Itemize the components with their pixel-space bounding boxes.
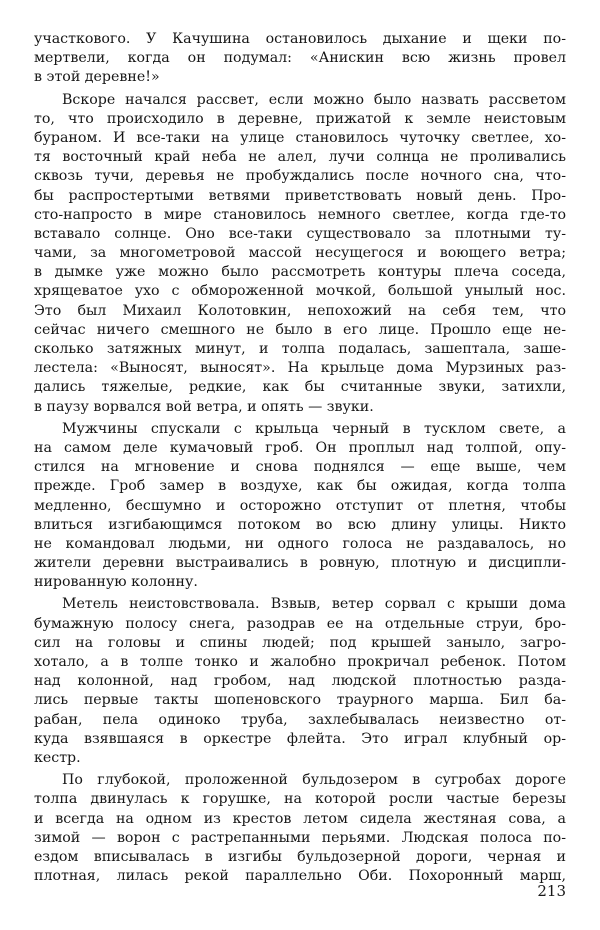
- text-line: в паузу ворвался вой ветра, и опять — звуки.: [34, 398, 374, 415]
- text-line: прежде. Гроб замер в воздухе, как бы ожидая, когда толпа: [34, 478, 566, 495]
- text-line: сквозь тучи, деревья не пробуждались после ночного сна, что-: [34, 168, 566, 185]
- paragraph-2: [34, 91, 566, 417]
- text-line: тя восточный край неба не алел, лучи солнца не проливались: [34, 149, 566, 166]
- text-line: плотная, лилась рекой параллельно Оби. Похоронный марш,: [34, 868, 566, 885]
- text-line: и всегда на одном из крестов летом сидела жестяная сова, а: [34, 810, 566, 827]
- text-line: чами, за многометровой массой несущегося и воющего ветра;: [34, 245, 566, 262]
- paragraph-3: [34, 420, 566, 593]
- book-page: [34, 30, 566, 910]
- text-line: на самом деле кумачовый гроб. Он проплыл над толпой, опу-: [34, 439, 566, 456]
- text-line: влиться изгибающимся потоком во всю длину улицы. Никто: [34, 516, 566, 533]
- paragraph-5: [34, 771, 566, 886]
- paragraph-4: [34, 595, 566, 768]
- text-line: ездом вписывалась в изгибы бульдозерной дороги, черная и: [34, 848, 566, 865]
- text-line: стился на мгновение и снова поднялся — еще выше, чем: [34, 459, 566, 476]
- text-line: сейчас ничего смешного не было в его лице. Прошло еще не-: [34, 321, 566, 338]
- paragraph-1: [34, 30, 566, 88]
- text-line: Вскоре начался рассвет, если можно было назвать рассветом: [62, 91, 566, 108]
- text-line: сил на головы и спины людей; под крышей заныло, загро-: [34, 634, 566, 651]
- page-number: 213: [537, 882, 566, 900]
- text-line: сто-напросто в мире становилось немного светлее, когда где-то: [34, 206, 566, 223]
- text-line: в этой деревне!»: [34, 69, 160, 86]
- text-line: бумажную полосу снега, разодрав ее на отдельные струи, бро-: [34, 615, 566, 632]
- text-line: мертвели, когда он подумал: «Анискин всю жизнь провел: [34, 50, 566, 67]
- text-line: рабан, пела одиноко труба, захлебывалась неизвестно от-: [34, 711, 566, 728]
- text-line: лестела: «Выносят, выносят». На крыльце дома Мурзиных раз-: [34, 360, 566, 377]
- text-line: лись первые такты шопеновского траурного марша. Бил ба-: [34, 692, 566, 709]
- text-line: По глубокой, проложенной бульдозером в сугробах дороге: [62, 772, 566, 789]
- text-line: Это был Михаил Колотовкин, непохожий на себя тем, что: [34, 302, 566, 319]
- text-line: дались тяжелые, редкие, как бы считанные звуки, затихли,: [34, 379, 566, 396]
- text-line: то, что происходило в деревне, прижатой к земле неистовым: [34, 110, 566, 127]
- text-line: жители деревни выстраивались в ровную, плотную и дисципли-: [34, 555, 566, 572]
- text-line: в дымке уже можно было рассмотреть контуры плеча соседа,: [34, 264, 566, 281]
- text-line: медленно, бесшумно и осторожно отступит от плетня, чтобы: [34, 497, 566, 514]
- text-line: хотало, а в толпе тонко и жалобно прокричал ребенок. Потом: [34, 654, 566, 670]
- text-line: бы распростертыми ветвями приветствовать новый день. Про-: [34, 187, 566, 204]
- text-line: над колонной, над гробом, над людской плотностью разда-: [34, 673, 566, 690]
- text-line: вставало солнце. Оно все-таки существовало за плотными ту-: [34, 225, 566, 242]
- text-line: толпа двинулась к горушке, на которой росли частые березы: [34, 791, 566, 808]
- text-line: Мужчины спускали с крыльца черный в тусклом свете, а: [62, 420, 566, 437]
- text-line: нированную колонну.: [34, 574, 198, 591]
- text-line: хрящеватое ухо с обмороженной мочкой, большой унылый нос.: [34, 283, 566, 300]
- text-line: кестр.: [34, 749, 81, 766]
- text-line: Метель неистовствовала. Взвыв, ветер сорвал с крыши дома: [62, 596, 566, 613]
- text-line: не командовал людьми, ни одного голоса не раздавалось, но: [34, 535, 566, 552]
- text-line: куда взявшаяся в оркестре флейта. Это играл клубный ор-: [34, 730, 566, 747]
- text-line: участкового. У Качушина остановилось дыхание и щеки по-: [34, 31, 566, 47]
- text-line: бураном. И все-таки на улице становилось чуточку светлее, хо-: [34, 129, 566, 146]
- text-line: зимой — ворон с растрепанными перьями. Людская полоса по-: [34, 829, 566, 846]
- text-line: сколько затяжных минут, и толпа подалась, зашептала, заше-: [34, 341, 566, 357]
